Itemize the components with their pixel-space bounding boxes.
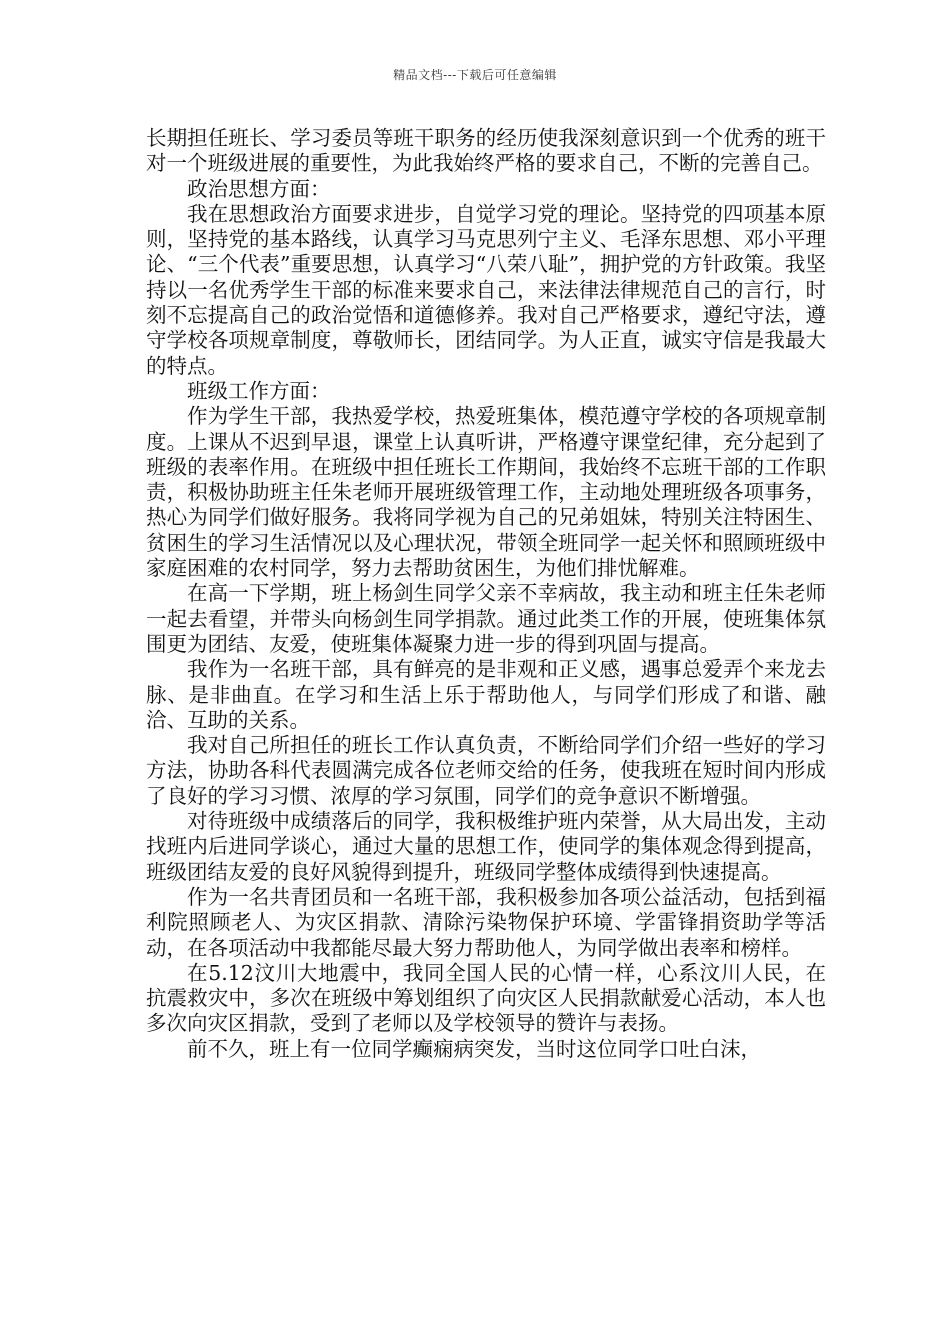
paragraph: 对待班级中成绩落后的同学，我积极维护班内荣誉，从大局出发，主动找班内后进同学谈心，通过大量的思想工作，使同学的集体观念得到提高，班级团结友爱的良好风貌得到提升，班级同学整体成绩得到快速提高。: [146, 809, 826, 884]
paragraph: 作为学生干部，我热爱学校，热爱班集体，模范遵守学校的各项规章制度。上课从不迟到早退，课堂上认真听讲，严格遵守课堂纪律，充分起到了班级的表率作用。在班级中担任班长工作期间，我始终不忘班干部的工作职责，积极协助班主任朱老师开展班级管理工作，主动地处理班级各项事务，热心为同学们做好服务。我将同学视为自己的兄弟姐妹，特别关注特困生、贫困生的学习生活情况以及心理状况，带领全班同学一起关怀和照顾班级中家庭困难的农村同学，努力去帮助贫困生，为他们排忧解难。: [146, 404, 826, 581]
paragraph: 我作为一名班干部，具有鲜亮的是非观和正义感，遇事总爱弄个来龙去脉、是非曲直。在学习和生活上乐于帮助他人，与同学们形成了和谐、融洽、互助的关系。: [146, 657, 826, 732]
paragraph: 作为一名共青团员和一名班干部，我积极参加各项公益活动，包括到福利院照顾老人、为灾区捐款、清除污染物保护环境、学雷锋捐资助学等活动，在各项活动中我都能尽最大努力帮助他人，为同学做出表率和榜样。: [146, 884, 826, 960]
document-body: [146, 126, 826, 1062]
paragraph: 前不久，班上有一位同学癫痫病突发，当时这位同学口吐白沫，: [187, 1036, 761, 1061]
paragraph: 我对自己所担任的班长工作认真负责，不断给同学们介绍一些好的学习方法，协助各科代表圆满完成各位老师交给的任务，使我班在短时间内形成了良好的学习习惯、浓厚的学习氛围，同学们的竞争意识不断增强。: [146, 733, 826, 808]
section-heading-political: 政治思想方面：: [187, 176, 331, 201]
paragraph: 长期担任班长、学习委员等班干职务的经历使我深刻意识到一个优秀的班干对一个班级进展的重要性，为此我始终严格的要求自己，不断的完善自己。: [146, 126, 826, 176]
paragraph: 在高一下学期，班上杨剑生同学父亲不幸病故，我主动和班主任朱老师一起去看望，并带头向杨剑生同学捐款。通过此类工作的开展，使班集体氛围更为团结、友爱，使班集体凝聚力进一步的得到巩固与提高。: [146, 581, 826, 656]
paragraph: 我在思想政治方面要求进步，自觉学习党的理论。坚持党的四项基本原则，坚持党的基本路线，认真学习马克思列宁主义、毛泽东思想、邓小平理论、“三个代表”重要思想，认真学习“八荣八耻”，拥护党的方针政策。我坚持以一名优秀学生干部的标准来要求自己，来法律法律规范自己的言行，时刻不忘提高自己的政治觉悟和道德修养。我对自己严格要求，遵纪守法，遵守学校各项规章制度，尊敬师长，团结同学。为人正直，诚实守信是我最大的特点。: [146, 201, 826, 378]
section-heading-class-work: 班级工作方面：: [187, 378, 331, 403]
page-header: 精品文档---下载后可任意编辑: [393, 68, 557, 82]
paragraph: 在5.12汶川大地震中，我同全国人民的心情一样，心系汶川人民，在抗震救灾中，多次在班级中筹划组织了向灾区人民捐款献爱心活动，本人也多次向灾区捐款，受到了老师以及学校领导的赞许与表扬。: [146, 960, 826, 1036]
